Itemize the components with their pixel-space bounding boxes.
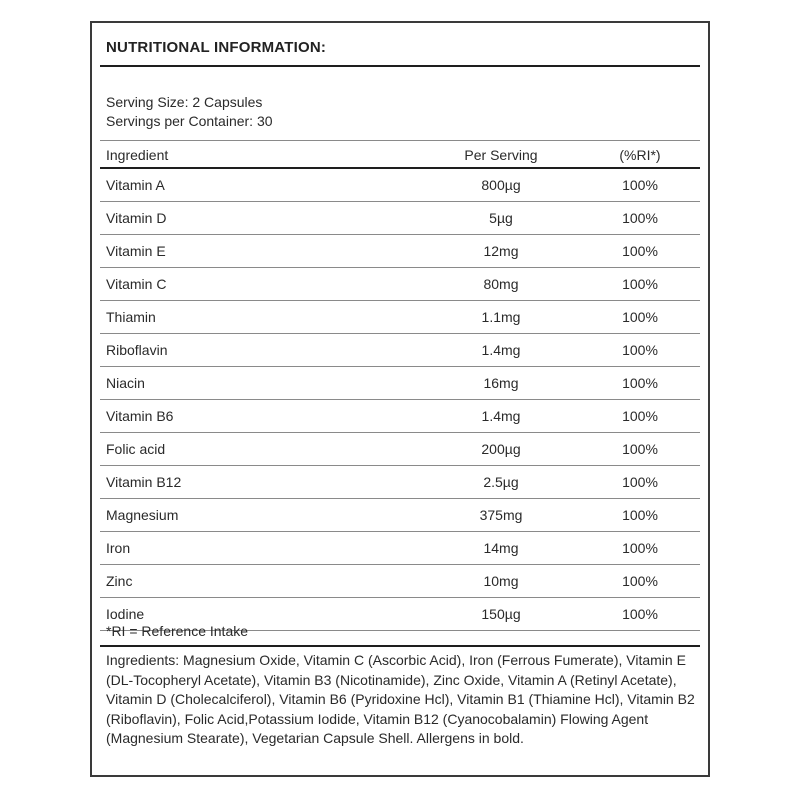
nutrient-name: Magnesium [106, 507, 179, 523]
nutrition-panel [90, 21, 710, 777]
serving-divider [100, 140, 700, 141]
nutrient-ri: 100% [622, 177, 658, 193]
nutrient-row [100, 301, 700, 334]
nutrient-amount: 12mg [483, 243, 519, 259]
nutrient-name: Vitamin E [106, 243, 166, 259]
nutrient-row [100, 169, 700, 202]
header-ri: (%RI*) [619, 147, 661, 163]
nutrient-name: Folic acid [106, 441, 166, 457]
nutrient-ri: 100% [622, 474, 658, 490]
nutrient-amount: 200µg [481, 441, 521, 457]
ri-footnote: *RI = Reference Intake [106, 623, 249, 639]
nutrient-ri: 100% [622, 276, 658, 292]
nutrient-name: Vitamin B6 [106, 408, 174, 424]
nutrient-amount: 1.4mg [481, 342, 521, 358]
nutrient-ri: 100% [622, 573, 658, 589]
nutrient-row [100, 466, 700, 499]
nutrient-amount: 150µg [481, 606, 521, 622]
nutrient-amount: 10mg [483, 573, 519, 589]
nutrient-name: Iron [106, 540, 131, 556]
ingredients-text: Ingredients: Magnesium Oxide, Vitamin C (Ascorbic Acid), Iron (Ferrous Fumerate), Vitamin E (DL-Tocopheryl Acetate), Vitamin B3 (Nicotinamide), Zinc Oxide, Vitamin A (Retinyl Acetate), Vitamin D (Cholecalciferol), Vitamin B6 (Pyridoxine Hcl), Vitamin B1 (Thiamine Hcl), Vitamin B2 (Riboflavin), Folic Acid,Potassium Iodide, Vitamin B12 (Cyanocobalamin) Flowing Agent (Magnesium Stearate), Vegetarian Capsule Shell. Allergens in bold. [106, 652, 695, 746]
serving-size: Serving Size: 2 Capsules [106, 94, 263, 110]
nutrient-amount: 375mg [479, 507, 523, 523]
nutrient-row [100, 268, 700, 301]
nutrient-ri: 100% [622, 375, 658, 391]
nutrient-ri: 100% [622, 507, 658, 523]
nutrient-ri: 100% [622, 441, 658, 457]
serving-info [106, 93, 273, 131]
title-divider [100, 65, 700, 67]
nutrition-panel-inner [100, 23, 700, 775]
nutrient-row [100, 400, 700, 433]
nutrient-table [100, 169, 700, 631]
nutrient-amount: 5µg [489, 210, 513, 226]
nutrient-name: Iodine [106, 606, 145, 622]
nutrient-amount: 1.1mg [481, 309, 521, 325]
nutrient-row [100, 499, 700, 532]
nutrient-amount: 16mg [483, 375, 519, 391]
nutrient-ri: 100% [622, 210, 658, 226]
nutrient-row [100, 433, 700, 466]
nutrient-amount: 800µg [481, 177, 521, 193]
nutrient-name: Vitamin B12 [106, 474, 182, 490]
nutrient-row [100, 334, 700, 367]
nutrient-row [100, 367, 700, 400]
nutrient-ri: 100% [622, 342, 658, 358]
header-per-serving: Per Serving [464, 147, 538, 163]
servings-per-container: Servings per Container: 30 [106, 113, 273, 129]
nutrient-amount: 80mg [483, 276, 519, 292]
nutrient-name: Vitamin D [106, 210, 167, 226]
nutrient-ri: 100% [622, 540, 658, 556]
nutrient-row [100, 565, 700, 598]
nutrient-amount: 1.4mg [481, 408, 521, 424]
nutrient-amount: 2.5µg [483, 474, 519, 490]
nutrient-name: Vitamin C [106, 276, 167, 292]
nutrient-name: Thiamin [106, 309, 156, 325]
nutrient-name: Riboflavin [106, 342, 168, 358]
header-ingredient: Ingredient [106, 147, 169, 163]
footnote-divider [100, 645, 700, 647]
nutrient-name: Zinc [106, 573, 133, 589]
panel-title: NUTRITIONAL INFORMATION: [106, 39, 327, 56]
nutrient-amount: 14mg [483, 540, 519, 556]
nutrient-row [100, 202, 700, 235]
nutrient-ri: 100% [622, 243, 658, 259]
nutrient-row [100, 235, 700, 268]
nutrient-row [100, 532, 700, 565]
nutrient-name: Vitamin A [106, 177, 165, 193]
nutrient-name: Niacin [106, 375, 145, 391]
nutrient-ri: 100% [622, 408, 658, 424]
nutrient-ri: 100% [622, 309, 658, 325]
nutrient-ri: 100% [622, 606, 658, 622]
